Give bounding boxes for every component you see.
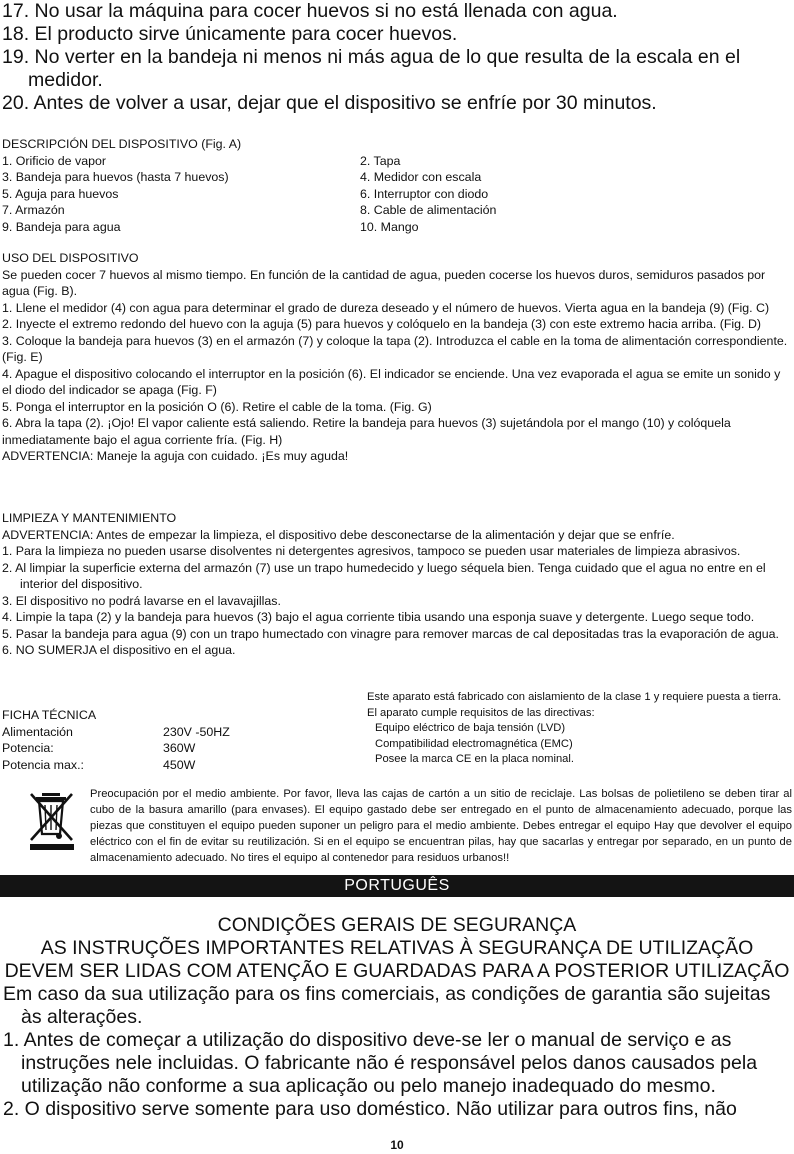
portuguese-title: CONDIÇÕES GERAIS DE SEGURANÇA — [217, 914, 577, 936]
part-item: 8. Cable de alimentación — [360, 203, 497, 217]
device-parts-list — [2, 153, 562, 236]
crossed-out-wheeled-bin-icon — [28, 790, 78, 850]
part-item: 2. Tapa — [360, 153, 401, 168]
usage-step: 5. Ponga el interruptor en la posición O (6). Retire el cable de la toma. (Fig. G) — [2, 399, 432, 414]
usage-step: 2. Inyecte el extremo redondo del huevo con la aguja (5) para huevos y colóquelo en la bandeja (3) con este extremo hacia arriba. (Fig. D) — [2, 317, 762, 331]
directive-item: Equipo eléctrico de baja tensión (LVD) — [375, 722, 566, 734]
environment-text: Preocupación por el medio ambiente. Por favor, lleva las cajas de cartón a un sitio de reciclaje. Las bolsas de polietileno se deben tirar al cubo de la basura amarillo (para envases). El equipo gastado debe ser entregado en el punto de almacenamiento adecuado, porque las piezas que constituyen el equipo pueden suponer un peligro para el medio ambiente. Debes entregar el equipo Hay que devolver el equipo eléctrico con el fin de evitar su reutilización. Si en el equipo se encuentran pilas, hay que sacarlas y entregar por separado, en un punto de almacenamiento adecuado. No tires el equipo al contenedor para residuos urbanos!! — [90, 788, 792, 864]
device-description-section — [2, 136, 562, 235]
cleaning-item: 2. Al limpiar la superficie externa del armazón (7) use un trapo humedecido y luego séquela bien. Tenga cuidado que el agua no entre en el interior del dispositivo. — [2, 560, 766, 591]
spec-value: 230V -50HZ — [163, 724, 230, 739]
part-item: 4. Medidor con escala — [360, 170, 482, 184]
portuguese-item: 2. O dispositivo serve somente para uso doméstico. Não utilizar para outros fins, não — [3, 1098, 737, 1120]
device-description-title: DESCRIPCIÓN DEL DISPOSITIVO (Fig. A) — [2, 137, 242, 151]
usage-paragraph: Se pueden cocer 7 huevos al mismo tiempo. En función de la cantidad de agua, pueden cocerse los huevos duros, semiduros pasados por agua (Fig. B). — [2, 267, 766, 298]
spec-label: Alimentación — [2, 724, 73, 739]
usage-title: USO DEL DISPOSITIVO — [2, 251, 139, 265]
compliance-line: Este aparato está fabricado con aislamiento de la clase 1 y requiere puesta a tierra. — [367, 691, 782, 703]
safety-item-18: 18. El producto sirve únicamente para cocer huevos. — [2, 23, 458, 45]
portuguese-item: 1. Antes de começar a utilização do dispositivo deve-se ler o manual de serviço e as instruções nele incluidas. O fabricante não é responsável pelos danos causados pela utilização não conforme a sua aplicação ou pelo manejo inadequado do mesmo. — [3, 1029, 758, 1097]
environment-notice — [28, 786, 792, 876]
portuguese-subtitle: DEVEM SER LIDAS COM ATENÇÃO E GUARDADAS PARA A POSTERIOR UTILIZAÇÃO — [4, 960, 790, 982]
directive-item: Posee la marca CE en la placa nominal. — [375, 753, 574, 765]
part-item: 3. Bandeja para huevos (hasta 7 huevos) — [2, 170, 229, 184]
language-section-bar: PORTUGUÊS — [0, 875, 794, 897]
portuguese-intro: Em caso da sua utilização para os fins comerciais, as condições de garantia são sujeitas às alterações. — [3, 983, 771, 1028]
spec-value: 450W — [163, 757, 196, 772]
spec-label: Potencia max.: — [2, 757, 84, 772]
part-item: 9. Bandeja para agua — [2, 219, 121, 234]
part-item: 6. Interruptor con diodo — [360, 186, 489, 201]
part-item: 7. Armazón — [2, 203, 65, 217]
cleaning-item: 3. El dispositivo no podrá lavarse en el lavavajillas. — [2, 593, 281, 608]
safety-list-top — [2, 0, 792, 115]
cleaning-title: LIMPIEZA Y MANTENIMIENTO — [2, 511, 177, 525]
spec-label: Potencia: — [2, 741, 54, 755]
portuguese-safety-section — [0, 914, 794, 1121]
part-item: 5. Aguja para huevos — [2, 186, 119, 201]
safety-item-17: 17. No usar la máquina para cocer huevos si no está llenada con agua. — [2, 0, 618, 22]
part-item: 10. Mango — [360, 219, 419, 234]
cleaning-item: 1. Para la limpieza no pueden usarse disolventes ni detergentes agresivos, tampoco se pueden usar materiales de limpieza abrasivos. — [2, 544, 741, 558]
usage-warning: ADVERTENCIA: Maneje la aguja con cuidado. ¡Es muy aguda! — [2, 449, 349, 463]
cleaning-section — [2, 510, 792, 659]
cleaning-warning: ADVERTENCIA: Antes de empezar la limpieza, el dispositivo debe desconectarse de la alimentación y dejar que se enfríe. — [2, 527, 675, 542]
usage-section — [2, 250, 792, 465]
cleaning-item: 5. Pasar la bandeja para agua (9) con un trapo humectado con vinagre para remover marcas de cal depositadas tras la evaporación de agua. — [2, 626, 779, 641]
usage-step: 1. Llene el medidor (4) con agua para determinar el grado de dureza deseado y el número de huevos. Vierta agua en la bandeja (9) (Fig. C) — [2, 300, 770, 315]
directive-item: Compatibilidad electromagnética (EMC) — [375, 737, 573, 750]
usage-step: 3. Coloque la bandeja para huevos (3) en el armazón (7) y coloque la tapa (2). Introduzca el cable en la toma de alimentación correspondiente. (Fig. E) — [2, 333, 788, 364]
page-number: 10 — [390, 1138, 404, 1152]
technical-specs-table — [2, 724, 342, 774]
cleaning-item: 4. Limpie la tapa (2) y la bandeja para huevos (3) bajo el agua corriente tibia usando una esponja suave y detergente. Luego seque todo. — [2, 610, 755, 624]
technical-specs-title: FICHA TÉCNICA — [2, 708, 97, 722]
safety-item-19: 19. No verter en la bandeja ni menos ni más agua de lo que resulta de la escala en el medidor. — [2, 46, 741, 91]
usage-step: 4. Apague el dispositivo colocando el interruptor en la posición (6). El indicador se enciende. Una vez evaporada el agua se emite un sonido y el diodo del indicador se apaga (Fig. F) — [2, 366, 781, 397]
safety-item-20: 20. Antes de volver a usar, dejar que el dispositivo se enfríe por 30 minutos. — [2, 92, 657, 114]
spec-value: 360W — [163, 741, 196, 755]
usage-step: 6. Abra la tapa (2). ¡Ojo! El vapor caliente está saliendo. Retire la bandeja para huevos (3) sujetándola por el mango (10) y colóquela inmediatamente bajo el agua corriente fría. (Fig. H) — [2, 416, 731, 447]
technical-specs-section — [2, 707, 342, 773]
compliance-notice — [367, 690, 792, 768]
portuguese-subtitle: AS INSTRUÇÕES IMPORTANTES RELATIVAS À SEGURANÇA DE UTILIZAÇÃO — [40, 937, 754, 959]
cleaning-item: 6. NO SUMERJA el dispositivo en el agua. — [2, 643, 236, 657]
part-item: 1. Orificio de vapor — [2, 153, 106, 168]
compliance-line: El aparato cumple requisitos de las directivas: — [367, 706, 595, 719]
